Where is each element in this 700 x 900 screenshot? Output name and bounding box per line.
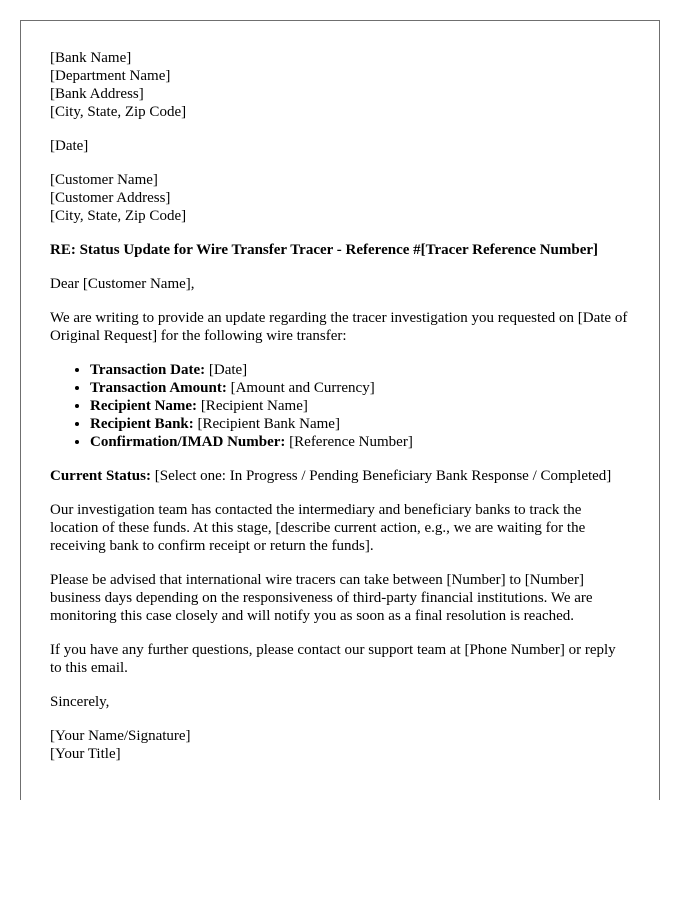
detail-value: [Amount and Currency]: [226, 380, 375, 396]
subject-line: RE: Status Update for Wire Transfer Tracer - Reference #[Tracer Reference Number]: [50, 242, 599, 258]
closing: Sincerely,: [50, 694, 110, 710]
status-label: Current Status:: [50, 468, 151, 484]
detail-item-transaction-amount: [90, 379, 630, 397]
detail-item-recipient-bank: [90, 415, 630, 433]
detail-label: Confirmation/IMAD Number:: [90, 434, 286, 450]
contact-paragraph: If you have any further questions, please contact our support team at [Phone Number] or reply to this email.: [50, 642, 616, 676]
transfer-details-list: [50, 361, 630, 451]
detail-item-recipient-name: [90, 397, 630, 415]
detail-label: Transaction Amount:: [90, 380, 227, 396]
current-status-paragraph: [50, 467, 630, 485]
sender-bank-name: [Bank Name]: [50, 50, 132, 66]
sender-department-name: [Department Name]: [50, 68, 171, 84]
signature-title: [Your Title]: [50, 746, 121, 762]
detail-value: [Recipient Name]: [197, 398, 308, 414]
recipient-customer-address: [Customer Address]: [50, 190, 171, 206]
detail-label: Transaction Date:: [90, 362, 206, 378]
recipient-city-state-zip: [City, State, Zip Code]: [50, 208, 187, 224]
detail-item-transaction-date: [90, 361, 630, 379]
status-value: [Select one: In Progress / Pending Beneficiary Bank Response / Completed]: [150, 468, 612, 484]
recipient-address: [50, 171, 630, 225]
detail-value: [Recipient Bank Name]: [193, 416, 340, 432]
letter-date: [50, 137, 630, 155]
timeline-paragraph: Please be advised that international wire tracers can take between [Number] to [Number] business days depending on the responsiveness of third-party financial institutions. We are monitoring this case closely and will notify you as soon as a final resolution is reached.: [50, 572, 593, 624]
detail-label: Recipient Name:: [90, 398, 198, 414]
salutation: Dear [Customer Name],: [50, 276, 195, 292]
date-text: [Date]: [50, 138, 89, 154]
letter-page: [20, 20, 660, 800]
detail-value: [Date]: [205, 362, 248, 378]
detail-value: [Reference Number]: [285, 434, 413, 450]
letter-content: [50, 49, 630, 779]
sender-address: [50, 49, 630, 121]
signature-name: [Your Name/Signature]: [50, 728, 191, 744]
signature-block: [50, 727, 630, 763]
sender-bank-address: [Bank Address]: [50, 86, 144, 102]
sender-city-state-zip: [City, State, Zip Code]: [50, 104, 187, 120]
detail-item-confirmation-number: [90, 433, 630, 451]
intro-paragraph: We are writing to provide an update regarding the tracer investigation you requested on [Date of Original Request] for the following wire transfer:: [50, 310, 628, 344]
detail-label: Recipient Bank:: [90, 416, 194, 432]
investigation-paragraph: Our investigation team has contacted the intermediary and beneficiary banks to track the location of these funds. At this stage, [describe current action, e.g., we are waiting for the receiving bank to confirm receipt or return the funds].: [50, 502, 586, 554]
recipient-customer-name: [Customer Name]: [50, 172, 158, 188]
